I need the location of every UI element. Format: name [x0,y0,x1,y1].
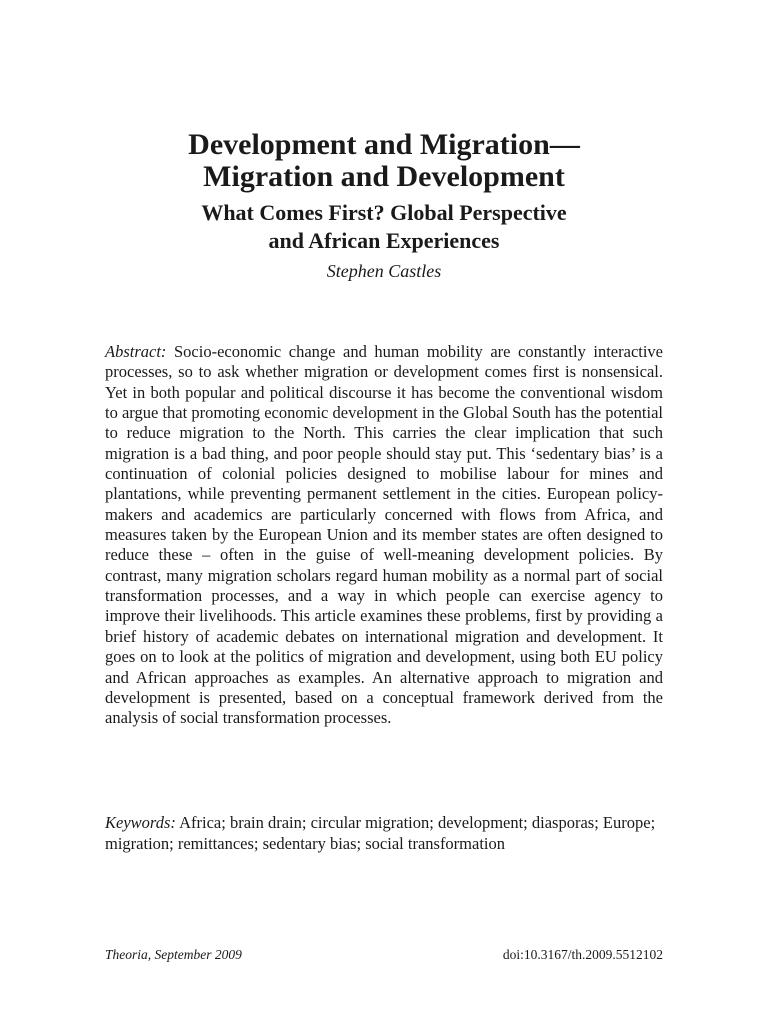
author-name: Stephen Castles [326,261,442,281]
doi-reference: doi:10.3167/th.2009.5512102 [502,947,663,962]
keywords-label: Keywords: [105,813,176,832]
abstract-label: Abstract: [105,342,167,361]
keywords-text: Africa; brain drain; circular migration; development; diasporas; Europe; migration; remittances; sedentary bias; social transformation [105,813,656,853]
abstract-text: Socio-economic change and human mobility are constantly interactive processes, so to ask whether migration or development comes first is nonsensical. Yet in both popular and political discourse it has become the conventional wisdom to argue that promoting economic development in the Global South has the potential to reduce migration to the North. This carries the clear implication that such migration is a bad thing, and poor people should stay put. This ‘sedentary bias’ is a continuation of colonial policies designed to mobilise labour for mines and plantations, while preventing permanent settlement in the cities. European policy-makers and academics are particularly concerned with flows from Africa, and measures taken by the European Union and its member states are often designed to reduce these – often in the guise of well-meaning development policies. By contrast, many migration scholars regard human mobility as a normal part of social transformation processes, and a way in which people can exercise agency to improve their livelihoods. This article examines these problems, first by providing a brief history of academic debates on international migration and development. It goes on to look at the politics of migration and development, using both EU policy and African approaches as examples. An alternative approach to migration and development is presented, based on a conceptual framework derived from the analysis of social transformation processes. [105,342,664,728]
abstract-paragraph [105,342,663,729]
article-subtitle-line-2: and African Experiences [268,228,500,253]
article-subtitle-line-1: What Comes First? Global Perspective [201,200,567,225]
keywords-paragraph [105,813,663,854]
journal-citation: Theoria, September 2009 [105,947,242,962]
article-title-line-2: Migration and Development [203,160,565,193]
article-title-line-1: Development and Migration— [188,128,580,161]
